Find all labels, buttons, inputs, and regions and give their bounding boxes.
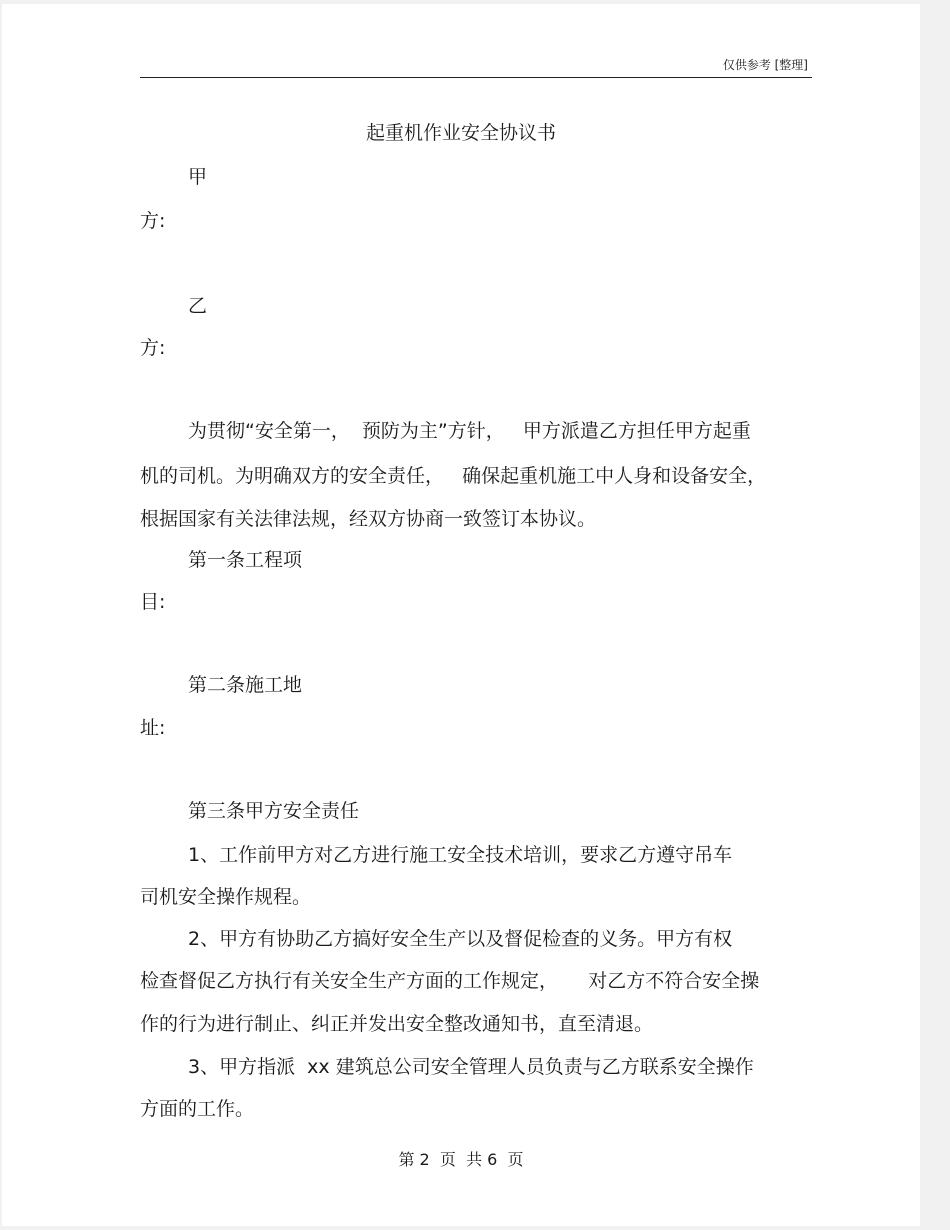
clause-1-line-2: 司机安全操作规程。 — [140, 886, 312, 908]
document-title: 起重机作业安全协议书 — [365, 122, 556, 144]
clause-3-line-1: 3、甲方指派 xx 建筑总公司安全管理人员负责与乙方联系安全操作 — [188, 1056, 754, 1078]
clause-2-line-1: 2、甲方有协助乙方搞好安全生产以及督促检查的义务。甲方有权 — [188, 928, 733, 950]
header-note: 仅供参考 [整理] — [722, 58, 808, 72]
clause-1-line-1: 1、工作前甲方对乙方进行施工安全技术培训，要求乙方遵守吊车 — [188, 844, 733, 866]
document-page — [2, 4, 920, 1226]
party-a-label-line-1: 甲 — [188, 166, 208, 188]
party-b-label-line-1: 乙 — [188, 295, 208, 317]
intro-paragraph-line-1: 为贯彻“安全第一， 预防为主”方针， 甲方派遣乙方担任甲方起重 — [188, 420, 751, 442]
article-2-heading-line-1: 第二条施工地 — [188, 674, 303, 696]
clause-2-line-2: 检查督促乙方执行有关安全生产方面的工作规定， 对乙方不符合安全操 — [140, 970, 760, 992]
intro-paragraph-line-2: 机的司机。为明确双方的安全责任， 确保起重机施工中人身和设备安全， — [140, 465, 767, 487]
page-number-footer: 第 2 页 共 6 页 — [398, 1150, 524, 1169]
party-a-label-line-2: 方: — [140, 210, 166, 232]
clause-2-line-3: 作的行为进行制止、纠正并发出安全整改通知书，直至清退。 — [140, 1013, 654, 1035]
article-2-heading-line-2: 址: — [140, 717, 166, 739]
article-1-heading-line-2: 目: — [140, 591, 166, 613]
article-3-heading: 第三条甲方安全责任 — [188, 800, 360, 822]
header-divider — [140, 77, 812, 78]
article-1-heading-line-1: 第一条工程项 — [188, 549, 303, 571]
intro-paragraph-line-3: 根据国家有关法律法规，经双方协商一致签订本协议。 — [140, 508, 597, 530]
clause-3-line-2: 方面的工作。 — [140, 1098, 255, 1120]
party-b-label-line-2: 方: — [140, 337, 166, 359]
